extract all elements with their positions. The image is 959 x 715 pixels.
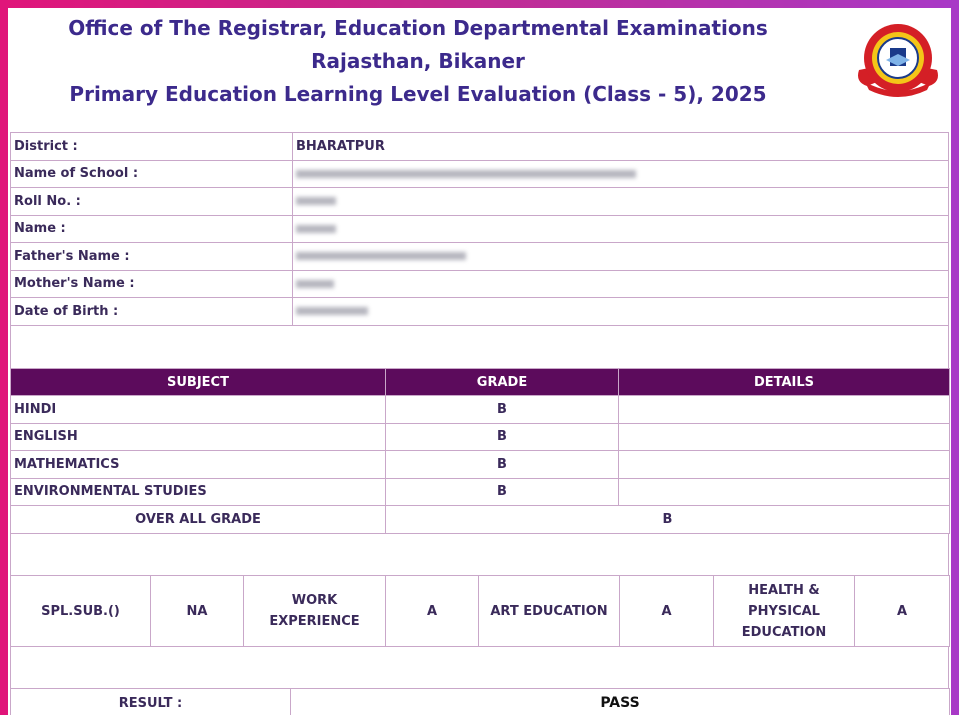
special-subject-label: SPL.SUB.() — [11, 576, 151, 647]
overall-grade-value: B — [386, 506, 950, 534]
district-value: BHARATPUR — [293, 133, 949, 161]
details-column-header: DETAILS — [619, 369, 950, 396]
subject-grade: B — [386, 396, 619, 424]
table-row — [11, 396, 950, 424]
spacer — [10, 646, 949, 688]
table-row — [11, 689, 950, 715]
table-row — [11, 160, 949, 188]
roll-label: Roll No. : — [11, 188, 293, 216]
table-row — [11, 188, 949, 216]
grades-table — [10, 368, 950, 534]
art-education-grade: A — [620, 576, 714, 647]
marksheet — [8, 8, 951, 715]
result-value: PASS — [291, 689, 950, 715]
mother-name-value-redacted — [293, 270, 949, 298]
subject-grade: B — [386, 423, 619, 451]
father-name-label: Father's Name : — [11, 243, 293, 271]
special-subjects-table — [10, 575, 950, 647]
spacer — [10, 534, 949, 575]
board-emblem-logo — [853, 20, 943, 102]
dob-label: Date of Birth : — [11, 298, 293, 326]
work-experience-grade: A — [386, 576, 479, 647]
header-exam-title: Primary Education Learning Level Evaluation (Class - 5), 2025 — [69, 82, 767, 106]
special-subject-value: NA — [151, 576, 244, 647]
table-row — [11, 478, 950, 506]
school-value-redacted — [293, 160, 949, 188]
school-label: Name of School : — [11, 160, 293, 188]
subject-name: HINDI — [11, 396, 386, 424]
result-label: RESULT : — [11, 689, 291, 715]
subject-grade: B — [386, 451, 619, 479]
subject-name: MATHEMATICS — [11, 451, 386, 479]
health-physical-education-grade: A — [855, 576, 950, 647]
subject-details — [619, 478, 950, 506]
table-row — [11, 451, 950, 479]
name-label: Name : — [11, 215, 293, 243]
art-education-label: ART EDUCATION — [479, 576, 620, 647]
subject-details — [619, 396, 950, 424]
dob-value-redacted — [293, 298, 949, 326]
header-location: Rajasthan, Bikaner — [311, 49, 525, 73]
subject-column-header: SUBJECT — [11, 369, 386, 396]
header — [8, 8, 951, 132]
overall-grade-row — [11, 506, 950, 534]
subject-details — [619, 423, 950, 451]
mother-name-label: Mother's Name : — [11, 270, 293, 298]
name-value-redacted — [293, 215, 949, 243]
student-info-table — [10, 132, 949, 326]
work-experience-label: WORK EXPERIENCE — [244, 576, 386, 647]
spacer — [10, 326, 949, 369]
grades-header-row — [11, 369, 950, 396]
table-row — [11, 298, 949, 326]
table-row — [11, 576, 950, 647]
health-physical-education-label: HEALTH & PHYSICAL EDUCATION — [714, 576, 855, 647]
table-row — [11, 243, 949, 271]
district-label: District : — [11, 133, 293, 161]
header-office-title: Office of The Registrar, Education Departmental Examinations — [68, 16, 768, 40]
overall-grade-label: OVER ALL GRADE — [11, 506, 386, 534]
roll-value-redacted — [293, 188, 949, 216]
subject-grade: B — [386, 478, 619, 506]
subject-name: ENGLISH — [11, 423, 386, 451]
table-row — [11, 215, 949, 243]
grade-column-header: GRADE — [386, 369, 619, 396]
table-row — [11, 270, 949, 298]
table-row — [11, 423, 950, 451]
table-row — [11, 133, 949, 161]
result-table — [10, 688, 950, 715]
subject-name: ENVIRONMENTAL STUDIES — [11, 478, 386, 506]
father-name-value-redacted — [293, 243, 949, 271]
subject-details — [619, 451, 950, 479]
